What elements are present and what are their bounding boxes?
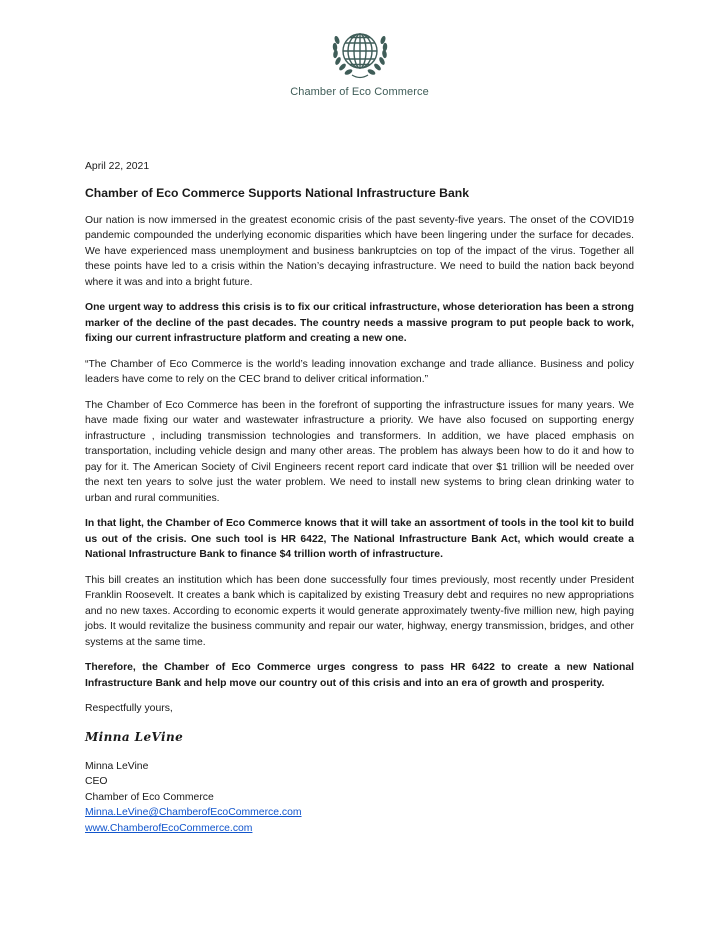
website-link[interactable]: www.ChamberofEcoCommerce.com (85, 822, 253, 834)
letterhead-organization-name: Chamber of Eco Commerce (290, 86, 429, 98)
signer-organization: Chamber of Eco Commerce (85, 791, 214, 803)
letter-body (85, 159, 634, 836)
handwritten-signature: Minna LeVine (85, 729, 184, 744)
globe-laurel-icon (328, 24, 392, 84)
paragraph-forefront: The Chamber of Eco Commerce has been in the forefront of supporting the infrastructure issues for many years. We have made fixing our water and wastewater infrastructure a priority. We have also focused on supporting energy infrastructure , including transmission technologies and transformers. In addition, we have placed emphasis on transportation, including vehicle design and many other areas. The problem has always been how to do it and how to pay for it. The American Society of Civil Engineers recent report card indicate that over $1 trillion will be needed over the next ten years to solve just the water problem. We need to install new systems to bring clean drinking water to urban and rural communities. (85, 399, 634, 504)
email-link[interactable]: Minna.LeVine@ChamberofEcoCommerce.com (85, 807, 302, 818)
paragraph-bill-description: This bill creates an institution which has been done successfully four times previously, most recently under President Franklin Roosevelt. It creates a bank which is capitalized by existing Treasury debt and requires no new appropriations and no new taxes. According to economic experts it would generate approximately twenty-five million new, high paying jobs. It would revitalize the business community and repair our water, highway, energy transmission, bridges, and other systems at the same time. (85, 574, 634, 648)
paragraph-conclusion: Therefore, the Chamber of Eco Commerce urges congress to pass HR 6422 to create a new National Infrastructure Bank and help move our country out of this crisis and into an era of growth and prosperity. (85, 662, 634, 689)
letter-closing: Respectfully yours, (85, 703, 173, 714)
letter-title: Chamber of Eco Commerce Supports National Infrastructure Bank (85, 185, 469, 200)
letterhead-logo (0, 24, 719, 98)
paragraph-intro: Our nation is now immersed in the greatest economic crisis of the past seventy-five years. The onset of the COVID19 pandemic compounded the underlying economic disparities which have been lingering under the surface for decades. We have experienced mass unemployment and business bankruptcies on top of the impact of the virus. Together all these points have led to a crisis within the Nation’s decaying infrastructure. We need to build the nation back beyond where it was and into a bright future. (85, 214, 634, 288)
letter-date: April 22, 2021 (85, 161, 150, 172)
paragraph-quote: “The Chamber of Eco Commerce is the world’s leading innovation exchange and trade alliance. Business and policy leaders have come to rely on the CEC brand to deliver critical information.” (85, 358, 634, 385)
signer-name: Minna LeVine (85, 760, 149, 772)
paragraph-urgent-way: One urgent way to address this crisis is to fix our critical infrastructure, whose deterioration has been a strong marker of the decline of the past decades. The country needs a massive program to put people back to work, fixing our current infrastructure platform and creating a new one. (85, 302, 634, 344)
signer-title: CEO (85, 776, 108, 787)
paragraph-tool-kit: In that light, the Chamber of Eco Commerce knows that it will take an assortment of tools in the tool kit to build us out of the crisis. One such tool is HR 6422, The National Infrastructure Bank Act, which would create a National Infrastructure Bank to finance $4 trillion worth of infrastructure. (85, 518, 634, 560)
